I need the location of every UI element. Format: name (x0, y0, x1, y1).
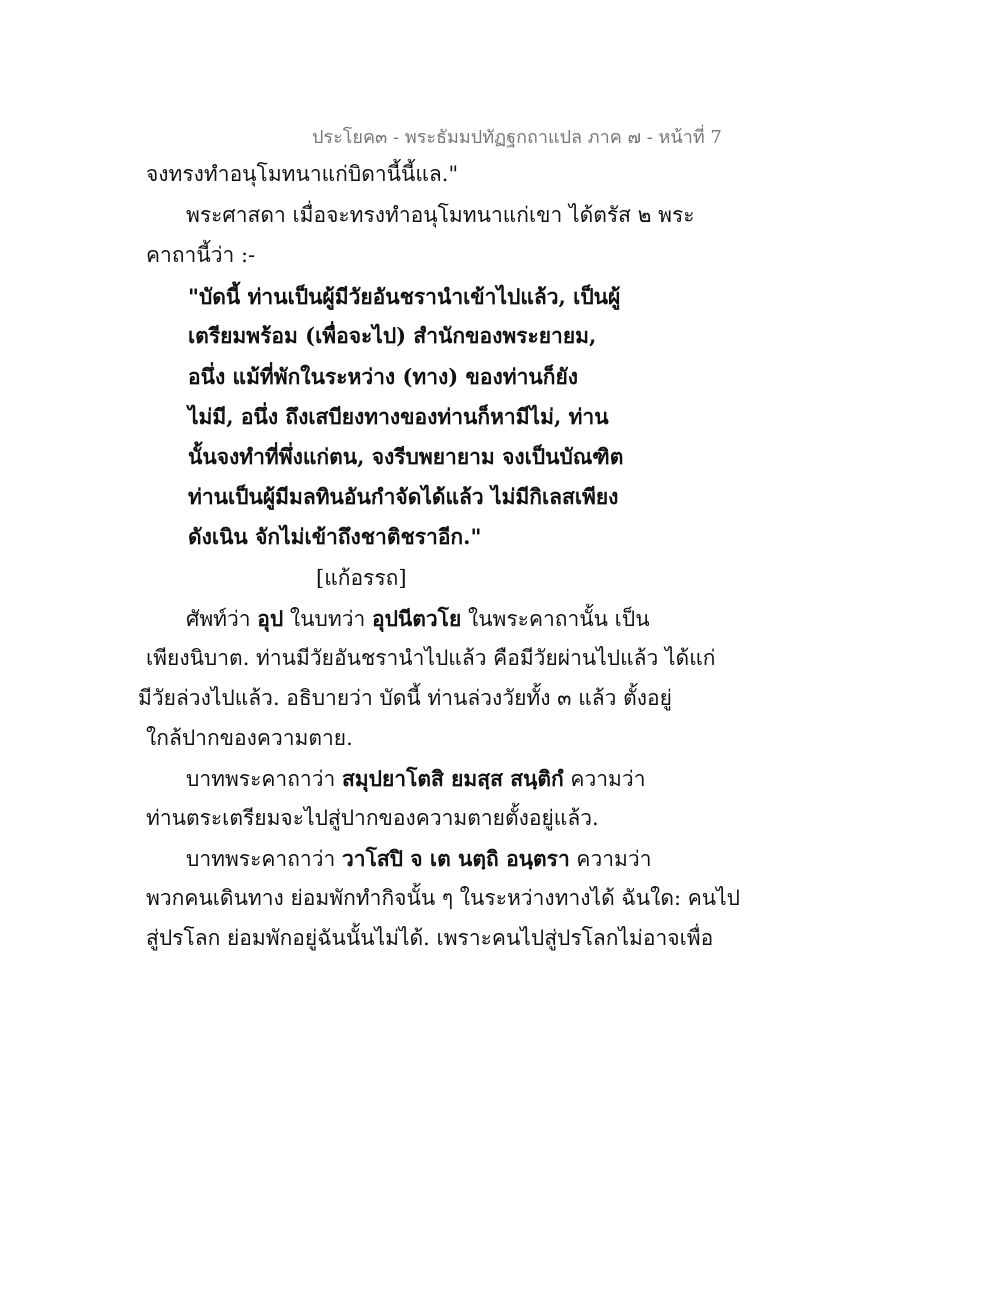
text-line (186, 606, 650, 632)
verse-line: ดังเนิน จักไม่เข้าถึงชาติชราอีก." (188, 524, 482, 549)
text-run: ความว่า (563, 767, 646, 791)
text-line: มีวัยล่วงไปแล้ว. อธิบายว่า บัดนี้ ท่านล่วงวัยทั้ง ๓ แล้ว ตั้งอยู่ (138, 686, 672, 710)
page-header: ประโยค๓ - พระธัมมปทัฏฐกถาแปล ภาค ๗ - หน้าที่ 7 (312, 127, 722, 148)
text-run: ศัพท์ว่า (186, 607, 258, 631)
text-line: ใกล้ปากของความตาย. (146, 726, 353, 750)
text-line: จงทรงทำอนุโมทนาแก่บิดานี้นี้แล." (146, 162, 459, 186)
text-run: ความว่า (569, 847, 652, 871)
text-line: คาถานี้ว่า :- (146, 243, 256, 267)
text-run: ในพระคาถานั้น เป็น (461, 607, 650, 631)
text-line (186, 766, 645, 792)
text-line: พระศาสดา เมื่อจะทรงทำอนุโมทนาแก่เขา ได้ตรัส ๒ พระ (186, 203, 695, 227)
pali-verse-quote: สมุปยาโตสิ ยมสฺส สนฺติกํ (341, 766, 564, 791)
verse-line: ไม่มี, อนึ่ง ถึงเสบียงทางของท่านก็หามีไม่, ท่าน (188, 404, 609, 429)
text-run: ในบทว่า (283, 607, 372, 631)
section-heading: [แก้อรรถ] (316, 566, 407, 590)
verse-line: ท่านเป็นผู้มีมลทินอันกำจัดได้แล้ว ไม่มีกิเลสเพียง (188, 484, 619, 509)
text-line (186, 846, 651, 872)
text-run: บาทพระคาถาว่า (186, 847, 342, 871)
pali-term: อุปนีตวโย (371, 606, 462, 631)
text-line: สู่ปรโลก ย่อมพักอยู่ฉันนั้นไม่ได้. เพราะคนไปสู่ปรโลกไม่อาจเพื่อ (146, 926, 714, 950)
verse-line: นั้นจงทำที่พึ่งแก่ตน, จงรีบพยายาม จงเป็นบัณฑิต (188, 444, 624, 469)
verse-line: เตรียมพร้อม (เพื่อจะไป) สำนักของพระยายม, (188, 323, 597, 348)
pali-verse-quote: วาโสปิ จ เต นตฺถิ อนฺตรา (341, 846, 570, 871)
verse-line: อนึ่ง แม้ที่พักในระหว่าง (ทาง) ของท่านก็ยัง (188, 364, 579, 389)
text-line: ท่านตระเตรียมจะไปสู่ปากของความตายตั้งอยู่แล้ว. (146, 806, 599, 830)
pali-term: อุป (257, 606, 284, 631)
text-line: พวกคนเดินทาง ย่อมพักทำกิจนั้น ๆ ในระหว่างทางได้ ฉันใด: คนไป (146, 886, 741, 910)
text-run: บาทพระคาถาว่า (186, 767, 342, 791)
text-line: เพียงนิบาต. ท่านมีวัยอันชรานำไปแล้ว คือมีวัยผ่านไปแล้ว ได้แก่ (146, 646, 716, 670)
verse-line: "บัดนี้ ท่านเป็นผู้มีวัยอันชรานำเข้าไปแล้ว, เป็นผู้ (188, 284, 621, 309)
